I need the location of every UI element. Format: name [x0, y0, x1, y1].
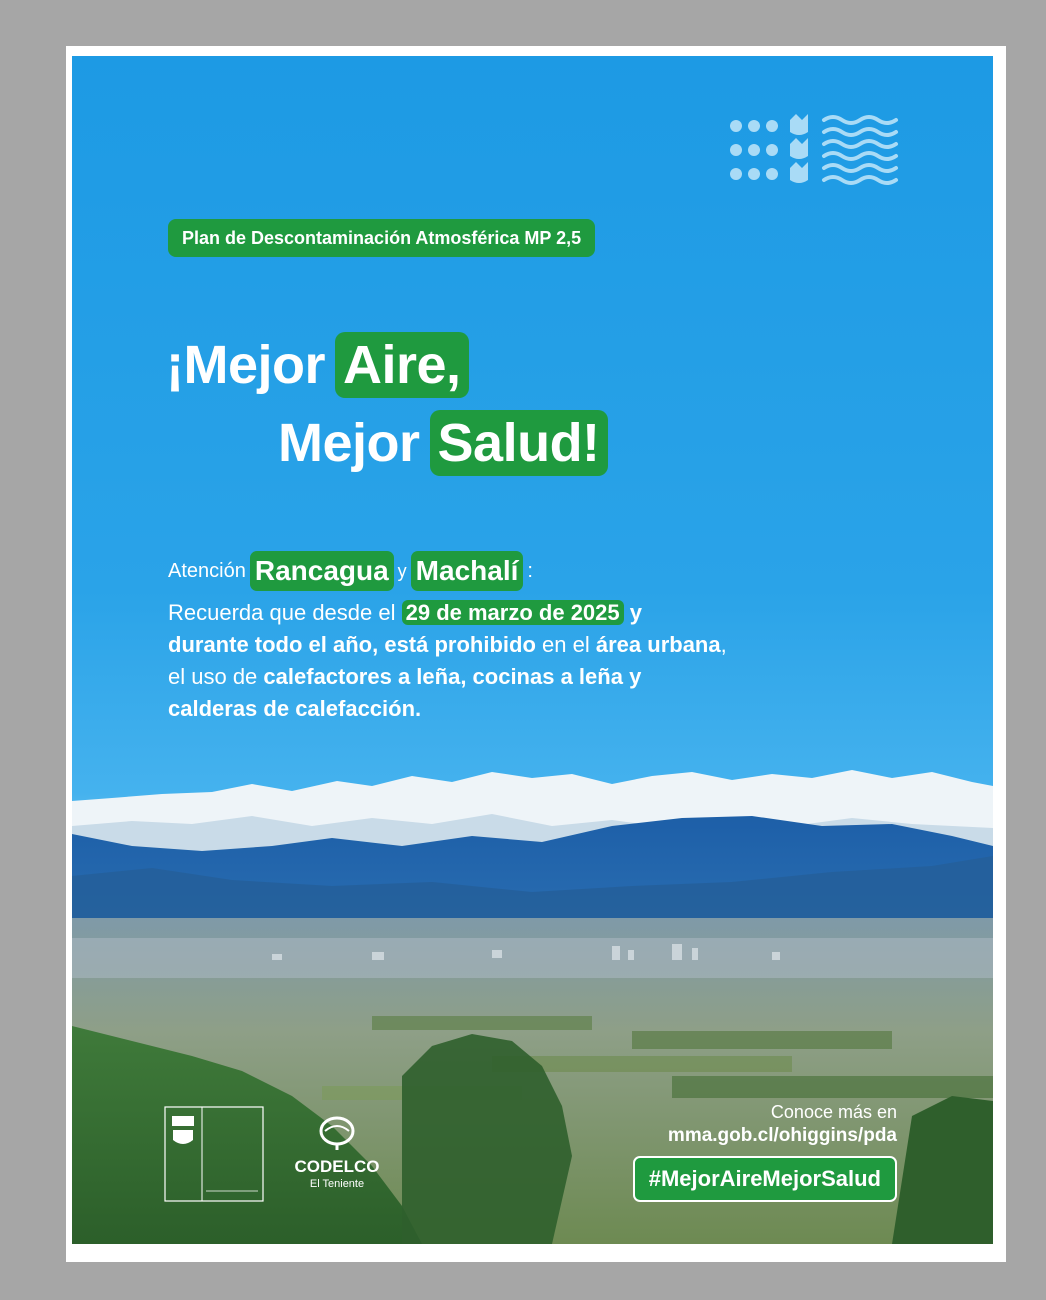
headline-word: Mejor [278, 413, 420, 473]
notice-text-part: , el uso de [168, 632, 727, 689]
headline-word: ¡Mejor [166, 335, 325, 395]
notice-text-part: Recuerda que desde el [168, 600, 396, 625]
footer-links [633, 1100, 897, 1202]
pda-website-link[interactable]: mma.gob.cl/ohiggins/pda [667, 1125, 897, 1146]
headline-highlight-aire: Aire, [335, 332, 469, 398]
city-rancagua: Rancagua [250, 551, 394, 591]
attention-line [168, 551, 728, 591]
prohibited-devices: calefactores a leña, cocinas a leña y calderas de calefacción. [168, 664, 642, 721]
headline-highlight-salud: Salud! [430, 410, 608, 476]
ministry-pattern-logo-icon [728, 114, 900, 186]
campaign-hashtag: #MejorAireMejorSalud [633, 1156, 897, 1202]
headline [166, 326, 608, 482]
ministry-logo [164, 1106, 264, 1202]
codelco-logo [282, 1116, 392, 1196]
codelco-name: CODELCO [294, 1157, 380, 1176]
urban-area-emphasis: área urbana [595, 632, 721, 657]
headline-line-2 [166, 404, 608, 482]
campaign-poster [72, 56, 993, 1244]
attention-colon: : [527, 560, 533, 582]
city-machali: Machalí [411, 551, 524, 591]
attention-prefix: Atención [168, 560, 246, 582]
notice-emphasis: y durante todo el año, está prohibido [168, 600, 643, 657]
notice-text-part: en el [542, 632, 590, 657]
codelco-division: El Teniente [309, 1178, 365, 1190]
notice-paragraph [168, 597, 728, 725]
codelco-emblem-icon [317, 1116, 357, 1150]
notice-text [168, 551, 728, 725]
headline-line-1 [166, 326, 608, 404]
plan-label-badge: Plan de Descontaminación Atmosférica MP 2,5 [168, 219, 595, 257]
chile-government-crest-icon [164, 1106, 264, 1202]
prohibition-date: 29 de marzo de 2025 [402, 600, 624, 625]
attention-connector: y [397, 561, 407, 581]
more-info-label: Conoce más en [770, 1102, 897, 1122]
